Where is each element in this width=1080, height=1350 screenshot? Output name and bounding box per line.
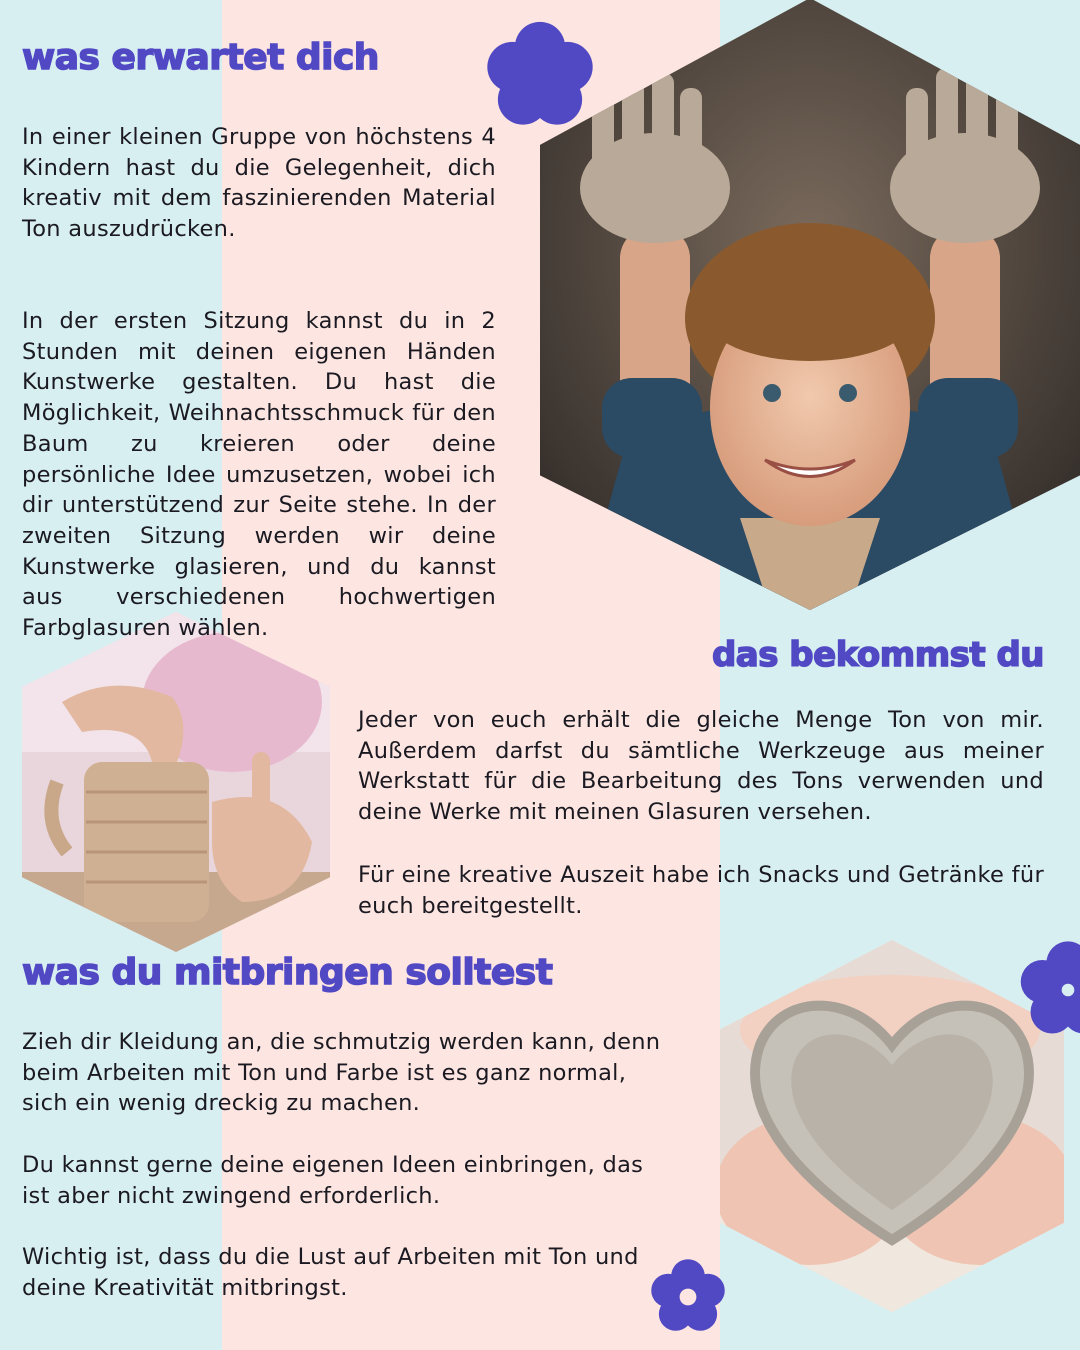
get-paragraph-2: Für eine kreative Auszeit habe ich Snacks und Getränke für euch bereitgestellt.	[358, 862, 1044, 919]
expect-paragraph-2: In der ersten Sitzung kannst du in 2 Stunden mit deinen eigenen Händen Kunstwerke gestalten. Du hast die Möglichkeit, Weihnachtsschmuck für den Baum zu kreieren oder deine persönliche Idee umzusetzen, wobei ich dir unterstützend zur Seite stehe. In der zweiten Sitzung werden wir deine Kunstwerke glasieren, und du kannst aus verschiedenen hochwertigen Farbglasuren wählen.	[22, 308, 496, 642]
section-title-bring: was du mitbringen solltest	[22, 952, 553, 993]
bring-paragraph-3: Wichtig ist, dass du die Lust auf Arbeiten mit Ton und deine Kreativität mitbringst.	[22, 1244, 639, 1301]
section-title-expect: was erwartet dich	[22, 37, 379, 78]
section-title-get: das bekommst du	[711, 635, 1044, 675]
flower-icon	[1014, 934, 1080, 1046]
bring-paragraph-1: Zieh dir Kleidung an, die schmutzig werden kann, denn beim Arbeiten mit Ton und Farbe ist es ganz normal, sich ein wenig dreckig zu machen.	[22, 1029, 661, 1117]
get-paragraph-1: Jeder von euch erhält die gleiche Menge Ton von mir. Außerdem darfst du sämtliche Werkzeuge aus meiner Werkstatt für die Bearbeitung des Tons verwenden und deine Werke mit meinen Glasuren versehen.	[358, 707, 1044, 826]
flower-icon	[480, 18, 600, 134]
expect-paragraph-1: In einer kleinen Gruppe von höchstens 4 Kindern hast du die Gelegenheit, dich kreativ mit dem faszinierenden Material Ton auszudrücken.	[22, 124, 496, 243]
bring-paragraph-2: Du kannst gerne deine eigenen Ideen einbringen, das ist aber nicht zwingend erforderlich.	[22, 1152, 644, 1209]
